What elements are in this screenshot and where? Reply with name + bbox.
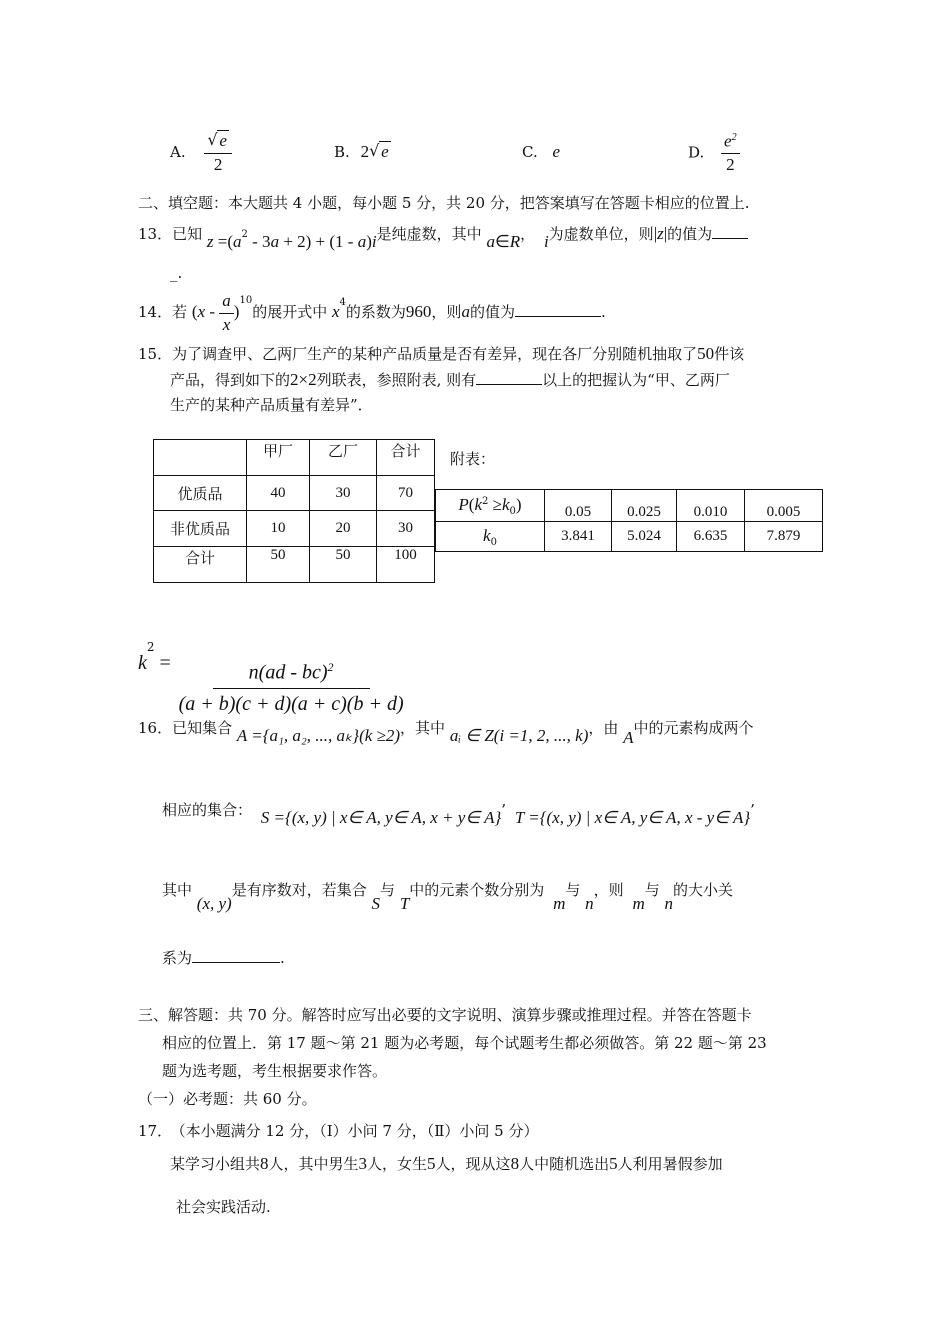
question-16-line4: 系为 . (162, 949, 285, 967)
ref-k-cell: 6.635 (677, 522, 745, 552)
question-13-continuation: _. (170, 264, 183, 282)
option-a-fraction: √ $\frac{e}{2}$ (204, 132, 232, 174)
table-header-cell: 甲厂 (247, 440, 310, 476)
answer-blank-15[interactable] (476, 370, 542, 385)
ref-p-cell: 0.025 (612, 490, 677, 522)
table-cell: 50 (247, 547, 310, 583)
option-b-label: B. (334, 143, 350, 161)
question-16-line1: 16．已知集合 A ={a₁, a₂, ..., aₖ}(k ≥2)，其中 aᵢ ∈ Z(i =1, 2, ..., k)，由 A中的元素构成两个 (138, 719, 754, 747)
ref-row-label: $k_0$ (436, 522, 545, 552)
question-14: 14．若 (x - $\frac{a}{x}$ )$^{10}$的展开式中 $x^4$的系数为960，则a的值为 . (138, 291, 606, 334)
section2-heading: 二、填空题：本大题共 4 小题，每小题 5 分，共 20 分，把答案填写在答题卡相应的位置上. (138, 194, 750, 212)
question-13: 13．已知 $z =(a^2 - 3a + 2) + (1 - a)i$是纯虚数，其中 a∈R， i为虚数单位，则|z|的值为 (138, 224, 748, 244)
ref-row-label: $P(k^2 \ge k_0)$ (436, 490, 545, 522)
question-17-header: 17． （本小题满分 12 分，（Ⅰ）小问 7 分，（Ⅱ）小问 5 分） (138, 1122, 539, 1140)
table-cell: 50 (310, 547, 377, 583)
table-header-cell (154, 440, 247, 476)
option-d-fraction: $\frac{e^2}{2}$ (721, 132, 740, 175)
option-d-label: D. (688, 143, 705, 162)
question-16-line3: 其中 (x, y)是有序数对，若集合 S与 T中的元素个数分别为 m与 n，则 m与 n的大小关 (162, 881, 734, 913)
answer-blank-13[interactable] (712, 224, 748, 239)
table-cell: 优质品 (154, 476, 247, 511)
answer-blank-14[interactable] (515, 302, 601, 317)
ref-p-cell: 0.005 (745, 490, 823, 522)
option-c-label: C. (522, 143, 538, 161)
question-15-line3: 生产的某种产品质量有差异”． (170, 396, 373, 414)
table-cell: 10 (247, 511, 310, 547)
table-cell: 非优质品 (154, 511, 247, 547)
table-cell: 30 (310, 476, 377, 511)
option-b: B. 2√ e (334, 142, 391, 162)
option-a (170, 132, 232, 174)
table-header-cell: 乙厂 (310, 440, 377, 476)
question-15-line1: 15．为了调查甲、乙两厂生产的某种产品质量是否有差异，现在各厂分别随机抽取了50件该 (138, 344, 745, 363)
question-16-line2: 相应的集合： S ={(x, y) | x∈ A, y∈ A, x + y∈ A}’ T ={(x, y) | x∈ A, y∈ A, x - y∈ A}’ (162, 801, 755, 827)
section3-subheading: （一）必考题：共 60 分。 (138, 1090, 317, 1108)
ref-k-cell: 3.841 (545, 522, 612, 552)
table-cell: 30 (377, 511, 435, 547)
option-a-label: A. (170, 143, 186, 162)
table-cell: 70 (377, 476, 435, 511)
ref-k-cell: 7.879 (745, 522, 823, 552)
table-cell: 40 (247, 476, 310, 511)
section3-line3: 题为选考题，考生根据要求作答。 (162, 1062, 388, 1080)
question-17-line2: 社会实践活动. (176, 1198, 271, 1216)
table-cell: 100 (377, 547, 435, 583)
question-15-line2: 产品，得到如下的2×2列联表，参照附表, 则有 以上的把握认为“甲、乙两厂 (170, 370, 730, 389)
option-d (688, 132, 740, 175)
table-cell: 20 (310, 511, 377, 547)
k-squared-formula: $k^2$ = $\frac{n(ad - bc)^2}{(a + b)(c + d)(a + c)(b + d)}$ (138, 640, 404, 715)
contingency-table (153, 439, 435, 583)
table-cell: 合计 (154, 547, 247, 583)
reference-table (435, 489, 823, 552)
ref-p-cell: 0.010 (677, 490, 745, 522)
option-c: C. e (522, 142, 561, 161)
answer-blank-16[interactable] (192, 948, 280, 963)
section3-line2: 相应的位置上．第 17 题～第 21 题为必考题，每个试题考生都必须做答。第 22 题～第 23 (162, 1034, 767, 1052)
appendix-label: 附表： (450, 450, 496, 468)
ref-p-cell: 0.05 (545, 490, 612, 522)
question-17-body: 某学习小组共8人，其中男生3人，女生5人，现从这8人中随机选出5人利用暑假参加 (170, 1154, 723, 1173)
ref-k-cell: 5.024 (612, 522, 677, 552)
section3-line1: 三、解答题：共 70 分。解答时应写出必要的文字说明、演算步骤或推理过程。并答在答题卡 (138, 1006, 752, 1024)
table-header-cell: 合计 (377, 440, 435, 476)
